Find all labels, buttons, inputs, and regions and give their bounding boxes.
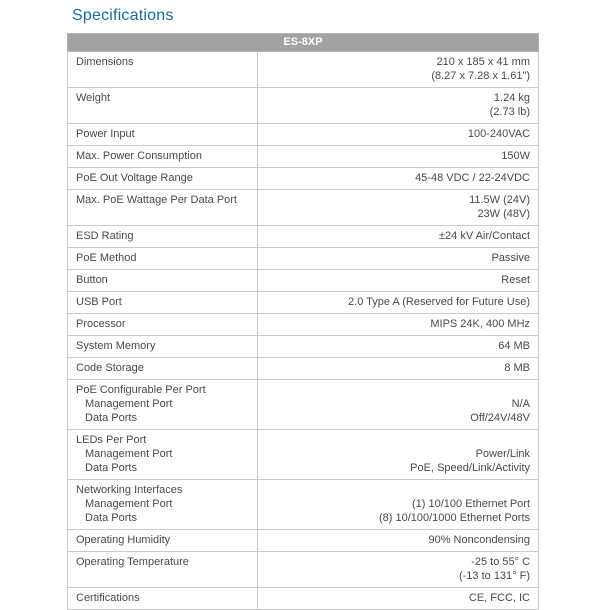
spec-value: Reset [501,274,531,286]
spec-label: Processor [76,318,126,330]
spec-value-cell [258,588,539,610]
spec-value: (2.73 lb) [489,106,531,118]
spec-label: Operating Humidity [76,534,171,546]
spec-value: 23W (48V) [477,208,531,220]
spec-label-cell [68,314,258,336]
table-row [68,226,539,248]
spec-value-cell [258,88,539,124]
table-row [68,292,539,314]
table-row [68,430,539,480]
spec-value-cell [258,314,539,336]
table-row [68,52,539,88]
spec-label: PoE Method [76,252,137,264]
spec-value-cell [258,124,539,146]
table-row [68,358,539,380]
spec-label-cell [68,52,258,88]
spec-value: ±24 kV Air/Contact [438,230,531,242]
page-title: Specifications [72,7,174,24]
spec-value: 11.5W (24V) [469,194,531,206]
table-row [68,270,539,292]
spec-value: PoE, Speed/Link/Activity [410,462,531,474]
spec-value: (8) 10/100/1000 Ethernet Ports [378,512,531,524]
spec-sublabel: Management Port [85,448,173,460]
spec-label-cell [68,336,258,358]
spec-value-cell [258,530,539,552]
spec-label-cell [68,358,258,380]
table-header: ES-8XP [68,34,539,52]
spec-label-cell [68,248,258,270]
spec-label: Code Storage [76,362,144,374]
spec-value-cell [258,336,539,358]
spec-value-cell [258,552,539,588]
spec-value-cell [258,270,539,292]
spec-value: Passive [491,252,531,264]
spec-value-cell [258,430,539,480]
spec-label-cell [68,588,258,610]
spec-value [266,433,530,447]
spec-label-cell [68,380,258,430]
spec-value: 8 MB [504,362,531,374]
spec-label: USB Port [76,296,122,308]
spec-label-cell [68,226,258,248]
spec-value [266,383,530,397]
spec-value-cell [258,146,539,168]
spec-value-cell [258,168,539,190]
spec-label-cell [68,168,258,190]
specifications-section [67,7,538,610]
spec-value: 150W [501,150,531,162]
spec-label-cell [68,88,258,124]
spec-label: Networking Interfaces [76,484,183,496]
spec-value: MIPS 24K, 400 MHz [430,318,531,330]
spec-label-cell [68,190,258,226]
spec-value: (8.27 x 7.28 x 1.61") [431,70,531,82]
spec-value: N/A [511,398,531,410]
table-row [68,124,539,146]
spec-value: CE, FCC, IC [468,592,531,604]
spec-sublabel: Management Port [85,498,173,510]
spec-value: -25 to 55° C [471,556,531,568]
spec-label-cell [68,480,258,530]
spec-sublabel: Data Ports [85,462,137,474]
spec-value-cell [258,380,539,430]
spec-label-cell [68,530,258,552]
spec-table [67,33,539,610]
spec-value: 90% Noncondensing [428,534,531,546]
spec-label: Max. Power Consumption [76,150,202,162]
table-row [68,480,539,530]
spec-value-cell [258,226,539,248]
spec-label: PoE Out Voltage Range [76,172,193,184]
spec-label-cell [68,292,258,314]
spec-value: Off/24V/48V [470,412,531,424]
spec-label: PoE Configurable Per Port [76,384,206,396]
spec-label: Operating Temperature [76,556,189,568]
table-row [68,88,539,124]
table-header-row [68,34,539,52]
spec-value: (-13 to 131° F) [458,570,531,582]
table-row [68,248,539,270]
spec-label: System Memory [76,340,156,352]
spec-label-cell [68,270,258,292]
spec-table-body [68,52,539,610]
spec-sublabel: Management Port [85,398,173,410]
spec-label-cell [68,552,258,588]
spec-sublabel: Data Ports [85,412,137,424]
spec-label: LEDs Per Port [76,434,147,446]
spec-label: Button [76,274,108,286]
spec-value-cell [258,248,539,270]
spec-value: 1.24 kg [493,92,531,104]
spec-label: Power Input [76,128,135,140]
spec-label: Weight [76,92,111,104]
spec-value: (1) 10/100 Ethernet Port [412,498,531,510]
table-row [68,530,539,552]
spec-value-cell [258,190,539,226]
table-row [68,552,539,588]
spec-value: 45-48 VDC / 22-24VDC [415,172,531,184]
spec-value-cell [258,480,539,530]
spec-label-cell [68,124,258,146]
spec-label: Max. PoE Wattage Per Data Port [76,194,237,206]
spec-value: 2.0 Type A (Reserved for Future Use) [348,296,531,308]
spec-label: Certifications [76,592,140,604]
spec-value: 64 MB [498,340,531,352]
spec-value: 210 x 185 x 41 mm [436,56,531,68]
table-row [68,168,539,190]
table-row [68,314,539,336]
spec-value [266,483,530,497]
spec-label: Dimensions [76,56,134,68]
table-row [68,380,539,430]
table-row [68,190,539,226]
spec-sublabel: Data Ports [85,512,137,524]
table-row [68,588,539,610]
spec-value-cell [258,52,539,88]
spec-label-cell [68,430,258,480]
spec-value: 100-240VAC [467,128,531,140]
spec-value-cell [258,292,539,314]
table-row [68,146,539,168]
spec-value: Power/Link [475,448,531,460]
spec-label: ESD Rating [76,230,134,242]
spec-value-cell [258,358,539,380]
table-row [68,336,539,358]
spec-label-cell [68,146,258,168]
